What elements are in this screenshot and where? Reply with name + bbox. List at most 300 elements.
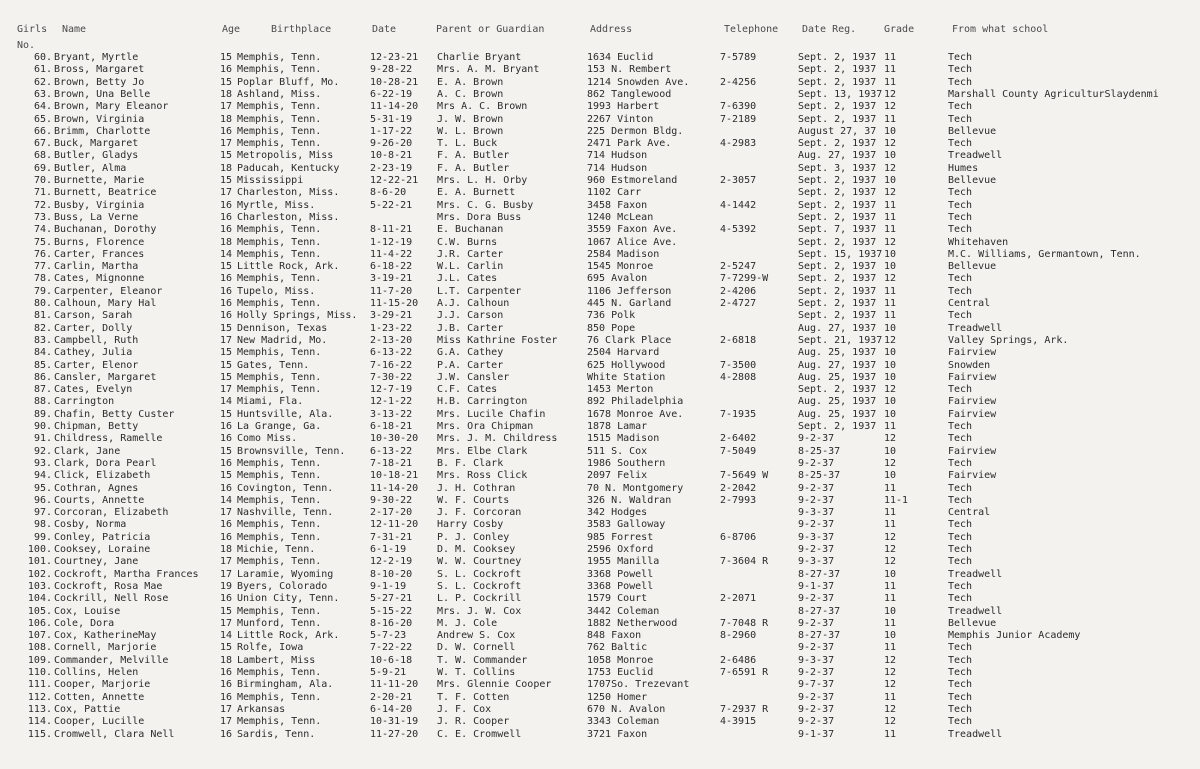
birthplace: Little Rock, Ark. [237,630,340,642]
date-registered: August 27, 37 [798,125,877,137]
student-name: Cole, Dora [54,617,115,629]
student-name: Clark, Jane [54,445,121,457]
birthplace: Little Rock, Ark. [237,261,340,273]
table-row [0,679,1200,691]
grade: 10 [884,248,897,260]
table-row [0,606,1200,618]
birthplace: Gates, Tenn. [237,359,310,371]
table-row [0,212,1200,224]
address: 1707So. Trezevant [587,679,690,691]
date-registered: Aug. 27, 1937 [798,322,877,334]
table-row [0,237,1200,249]
birthplace: Memphis, Tenn. [237,248,322,260]
column-header-row [0,24,1200,38]
grade: 11 [884,482,897,494]
table-row [0,544,1200,556]
row-number: 93. [33,457,52,469]
birth-date: 6-18-21 [370,421,413,432]
table-row [0,569,1200,581]
parent-guardian: Mrs. Elbe Clark [437,445,528,457]
previous-school: Tech [948,716,973,728]
student-age: 15 [220,371,233,383]
date-registered: Sept. 2, 1937 [798,273,877,285]
date-registered: Sept. 2, 1937 [798,101,877,113]
student-name: Cansler, Margaret [54,371,157,383]
student-age: 19 [220,580,233,592]
student-age: 14 [220,396,233,408]
previous-school: Tech [948,211,973,223]
previous-school: Central [948,507,991,519]
telephone: 7-5649 W [720,470,769,482]
previous-school: Tech [948,285,973,297]
student-age: 18 [220,113,233,125]
table-row [0,249,1200,261]
date-registered: Sept. 2, 1937 [798,175,877,186]
date-registered: Sept. 2, 1937 [798,421,877,432]
date-registered: Sept. 2, 1937 [798,199,877,211]
grade: 11-1 [884,494,909,506]
birth-date: 10-8-21 [370,150,413,162]
student-age: 16 [220,125,233,137]
address: 892 Philadelphia [587,396,684,408]
parent-guardian: Mrs. Dora Buss [437,211,522,223]
student-age: 15 [220,408,233,420]
student-age: 17 [220,556,233,568]
row-number: 85. [33,359,52,371]
grade: 12 [884,162,897,174]
birth-date: 12-1-22 [370,396,413,408]
previous-school: Tech [948,384,973,396]
student-age: 18 [220,236,233,248]
birthplace: Michie, Tenn. [237,544,316,555]
student-name: Carter, Elenor [54,359,139,371]
table-row [0,114,1200,126]
table-row [0,384,1200,396]
table-row [0,200,1200,212]
address: 762 Baltic [587,642,648,654]
student-age: 17 [220,334,233,346]
student-age: 16 [220,199,233,211]
student-age: 16 [220,224,233,236]
student-name: Childress, Ramelle [54,433,163,445]
previous-school: Tech [948,273,973,285]
birth-date: 3-29-21 [370,310,413,322]
previous-school: Tech [948,199,973,211]
parent-guardian: Mrs. C. G. Busby [437,199,534,211]
header-birthplace: Birthplace [271,24,332,35]
parent-guardian: Mrs. Lucile Chafin [437,408,546,420]
telephone: 7-5789 [720,52,757,63]
parent-guardian: Mrs. Ora Chipman [437,421,534,432]
student-age: 16 [220,298,233,309]
birth-date: 6-13-22 [370,347,413,359]
student-name: Cathey, Julia [54,347,133,359]
address: 1240 McLean [587,211,654,223]
previous-school: Fairview [948,396,997,408]
telephone: 7-5049 [720,445,757,457]
parent-guardian: C.F. Cates [437,384,498,396]
address: 511 S. Cox [587,445,648,457]
student-age: 15 [220,605,233,617]
student-name: Courtney, Jane [54,556,139,568]
date-registered: 9-1-37 [798,580,835,592]
student-age: 15 [220,150,233,162]
birthplace: Memphis, Tenn. [237,236,322,248]
birth-date: 5-15-22 [370,605,413,617]
date-registered: Sept. 7, 1937 [798,224,877,236]
row-number: 89. [33,408,52,420]
row-number: 71. [33,187,52,199]
telephone: 7-6591 R [720,667,769,678]
parent-guardian: P.A. Carter [437,359,504,371]
birth-date: 7-16-22 [370,359,413,371]
telephone: 7-6390 [720,101,757,113]
previous-school: Bellevue [948,175,997,186]
address: 3368 Powell [587,568,654,580]
student-age: 15 [220,642,233,654]
previous-school: Treadwell [948,322,1003,334]
student-age: 17 [220,568,233,580]
birth-date: 6-1-19 [370,544,407,555]
grade: 10 [884,175,897,186]
date-registered: 9-1-37 [798,728,835,740]
date-registered: 8-27-37 [798,568,841,580]
address: 960 Estmoreland [587,175,678,186]
birthplace: Memphis, Tenn. [237,371,322,383]
date-registered: Aug. 27, 1937 [798,359,877,371]
previous-school: Tech [948,76,973,88]
telephone: 2-6486 [720,654,757,666]
grade: 12 [884,703,897,715]
grade: 11 [884,298,897,309]
address: 1453 Merton [587,384,654,396]
grade: 12 [884,138,897,150]
birth-date: 1-12-19 [370,236,413,248]
student-name: Brown, Virginia [54,113,145,125]
student-age: 16 [220,482,233,494]
birthplace: Covington, Tenn. [237,482,334,494]
row-number: 115. [27,728,52,740]
parent-guardian: E. Buchanan [437,224,504,236]
header-telephone: Telephone [724,24,779,35]
birthplace: Metropolis, Miss [237,150,334,162]
student-name: Butler, Gladys [54,150,139,162]
previous-school: Tech [948,138,973,150]
date-registered: Sept. 15, 1937 [798,248,883,260]
date-registered: 9-2-37 [798,667,835,678]
address: 1878 Lamar [587,421,648,432]
address: 3721 Faxon [587,728,648,740]
telephone: 2-5247 [720,261,757,273]
address: 695 Avalon [587,273,648,285]
parent-guardian: Mrs. Glennie Cooper [437,679,552,691]
row-number: 103. [27,580,52,592]
student-name: Corcoran, Elizabeth [54,507,169,519]
previous-school: Tech [948,52,973,63]
parent-guardian: F. A. Butler [437,162,510,174]
header-school: From what school [952,24,1049,35]
birth-date: 9-26-20 [370,138,413,150]
student-age: 18 [220,544,233,555]
date-registered: Sept. 13, 1937 [798,88,883,100]
parent-guardian: J. W. Brown [437,113,504,125]
previous-school: Bellevue [948,617,997,629]
parent-guardian: J. F. Cox [437,703,492,715]
telephone: 2-4206 [720,285,757,297]
row-number: 64. [33,101,52,113]
student-age: 15 [220,261,233,273]
date-registered: 9-2-37 [798,593,835,605]
telephone: 7-2189 [720,113,757,125]
grade: 10 [884,359,897,371]
previous-school: Treadwell [948,568,1003,580]
table-row [0,310,1200,322]
previous-school: Fairview [948,408,997,420]
grade: 12 [884,236,897,248]
date-registered: Sept. 2, 1937 [798,211,877,223]
address: 1986 Southern [587,457,666,469]
previous-school: Tech [948,113,973,125]
parent-guardian: L.T. Carpenter [437,285,522,297]
parent-guardian: Mrs. J. W. Cox [437,605,522,617]
table-row [0,150,1200,162]
address: 1067 Alice Ave. [587,236,678,248]
previous-school: Tech [948,433,973,445]
student-age: 15 [220,347,233,359]
previous-school: Tech [948,703,973,715]
birth-date: 6-14-20 [370,703,413,715]
address: 2471 Park Ave. [587,138,672,150]
birth-date: 9-30-22 [370,494,413,506]
table-row [0,519,1200,531]
birthplace: Memphis, Tenn. [237,605,322,617]
previous-school: Fairview [948,445,997,457]
date-registered: Sept. 2, 1937 [798,64,877,76]
student-age: 16 [220,531,233,543]
birth-date: 10-31-19 [370,716,419,728]
telephone: 7-3500 [720,359,757,371]
row-number: 68. [33,150,52,162]
row-number: 83. [33,334,52,346]
address: 1102 Carr [587,187,642,199]
birth-date: 11-15-20 [370,298,419,309]
grade: 12 [884,334,897,346]
student-age: 16 [220,728,233,740]
parent-guardian: Harry Cosby [437,519,504,531]
address: 1634 Euclid [587,52,654,63]
student-name: Buss, La Verne [54,211,139,223]
previous-school: Bellevue [948,125,997,137]
birth-date: 10-18-21 [370,470,419,482]
parent-guardian: A.J. Calhoun [437,298,510,309]
birthplace: Mississippi [237,175,304,186]
address: 1515 Madison [587,433,660,445]
table-row [0,64,1200,76]
student-name: Carter, Frances [54,248,145,260]
birthplace: Memphis, Tenn. [237,556,322,568]
student-age: 15 [220,445,233,457]
student-name: Campbell, Ruth [54,334,139,346]
student-age: 17 [220,187,233,199]
date-registered: Sept. 2, 1937 [798,261,877,273]
table-row [0,458,1200,470]
address: 1753 Euclid [587,667,654,678]
date-registered: 9-2-37 [798,691,835,703]
birth-date: 6-13-22 [370,445,413,457]
row-number: 87. [33,384,52,396]
student-age: 16 [220,433,233,445]
student-name: Cockroft, Martha Frances [54,568,199,580]
table-row [0,729,1200,741]
telephone: 4-5392 [720,224,757,236]
birth-date: 11-14-20 [370,101,419,113]
date-registered: 8-25-37 [798,445,841,457]
table-row [0,77,1200,89]
birthplace: Lambert, Miss [237,654,316,666]
address: 76 Clark Place [587,334,672,346]
telephone: 2-2042 [720,482,757,494]
address: 1955 Manilla [587,556,660,568]
birthplace: Memphis, Tenn. [237,101,322,113]
row-number: 97. [33,507,52,519]
table-row [0,692,1200,704]
grade: 10 [884,347,897,359]
row-number: 72. [33,199,52,211]
row-number: 101. [27,556,52,568]
grade: 10 [884,125,897,137]
header-name: Name [62,24,87,35]
birth-date: 9-1-19 [370,580,407,592]
previous-school: Tech [948,187,973,199]
parent-guardian: S. L. Cockroft [437,568,522,580]
student-age: 16 [220,691,233,703]
previous-school: Tech [948,642,973,654]
previous-school: Tech [948,544,973,555]
table-row [0,642,1200,654]
parent-guardian: C.W. Burns [437,236,498,248]
date-registered: Aug. 27, 1937 [798,150,877,162]
row-number: 67. [33,138,52,150]
date-registered: 9-2-37 [798,519,835,531]
parent-guardian: J.L. Cates [437,273,498,285]
date-registered: 9-2-37 [798,703,835,715]
row-number: 63. [33,88,52,100]
student-name: Cothran, Agnes [54,482,139,494]
row-number: 75. [33,236,52,248]
parent-guardian: D. W. Cornell [437,642,516,654]
table-row [0,126,1200,138]
row-number: 110. [27,667,52,678]
row-number: 88. [33,396,52,408]
previous-school: Tech [948,667,973,678]
grade: 10 [884,605,897,617]
student-age: 16 [220,519,233,531]
row-number: 96. [33,494,52,506]
grade: 10 [884,568,897,580]
birthplace: Memphis, Tenn. [237,64,322,76]
birthplace: Memphis, Tenn. [237,347,322,359]
header-grade: Grade [884,24,915,35]
grade: 11 [884,519,897,531]
birthplace: Birmingham, Ala. [237,679,334,691]
parent-guardian: E. A. Brown [437,76,504,88]
student-name: Brown, Una Belle [54,88,151,100]
telephone: 2-4727 [720,298,757,309]
grade: 10 [884,322,897,334]
student-age: 17 [220,384,233,396]
grade: 11 [884,310,897,322]
grade: 10 [884,630,897,642]
grade: 12 [884,679,897,691]
telephone: 6-8706 [720,531,757,543]
row-number: 86. [33,371,52,383]
date-registered: 9-2-37 [798,716,835,728]
table-row [0,224,1200,236]
student-age: 16 [220,64,233,76]
date-registered: Sept. 2, 1937 [798,76,877,88]
birth-date: 10-30-20 [370,433,419,445]
student-age: 17 [220,716,233,728]
date-registered: Aug. 25, 1937 [798,408,877,420]
birthplace: Memphis, Tenn. [237,531,322,543]
birth-date: 6-18-22 [370,261,413,273]
previous-school: Whitehaven [948,236,1009,248]
student-age: 16 [220,285,233,297]
parent-guardian: J.W. Cansler [437,371,510,383]
grade: 11 [884,642,897,654]
table-row [0,138,1200,150]
student-name: Burns, Florence [54,236,145,248]
previous-school: Tech [948,224,973,236]
table-row [0,556,1200,568]
row-number: 62. [33,76,52,88]
table-row [0,667,1200,679]
student-name: Commander, Melville [54,654,169,666]
birthplace: Memphis, Tenn. [237,716,322,728]
table-row [0,175,1200,187]
grade: 10 [884,261,897,273]
date-registered: Sept. 2, 1937 [798,113,877,125]
previous-school: Tech [948,679,973,691]
birth-date: 5-7-23 [370,630,407,642]
birth-date: 8-11-21 [370,224,413,236]
grade: 12 [884,667,897,678]
date-registered: Sept. 2, 1937 [798,187,877,199]
table-row [0,273,1200,285]
parent-guardian: Mrs. A. M. Bryant [437,64,540,76]
parent-guardian: P. J. Conley [437,531,510,543]
birthplace: Paducah, Kentucky [237,162,340,174]
date-registered: Aug. 25, 1937 [798,396,877,408]
date-registered: 9-3-37 [798,531,835,543]
row-number: 113. [27,703,52,715]
birthplace: Holly Springs, Miss. [237,310,358,322]
date-registered: 9-2-37 [798,617,835,629]
table-row [0,507,1200,519]
table-row [0,630,1200,642]
table-row [0,347,1200,359]
grade: 12 [884,716,897,728]
student-age: 16 [220,421,233,432]
address: 1678 Monroe Ave. [587,408,684,420]
date-registered: Sept. 21, 1937 [798,334,883,346]
student-name: Chipman, Betty [54,421,139,432]
student-name: Busby, Virginia [54,199,145,211]
address: 445 N. Garland [587,298,672,309]
student-name: Collins, Helen [54,667,139,678]
birthplace: Memphis, Tenn. [237,691,322,703]
student-name: Cosby, Norma [54,519,127,531]
